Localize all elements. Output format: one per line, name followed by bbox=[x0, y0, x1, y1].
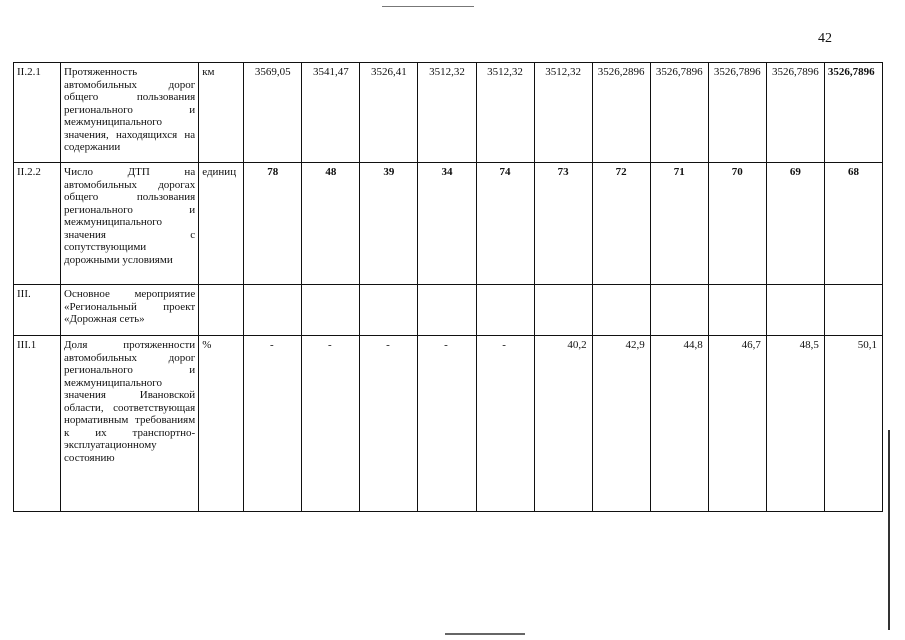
table-cell: - bbox=[302, 336, 360, 512]
table-cell: 48 bbox=[302, 163, 360, 285]
scan-artifact-bottom-line bbox=[445, 633, 525, 635]
table-cell: - bbox=[418, 336, 476, 512]
table-cell: 3569,05 bbox=[244, 63, 302, 163]
row-code: II.2.2 bbox=[14, 163, 61, 285]
table-cell: 40,2 bbox=[534, 336, 592, 512]
table-cell bbox=[592, 285, 650, 336]
table-cell bbox=[360, 285, 418, 336]
row-code: III.1 bbox=[14, 336, 61, 512]
table-cell bbox=[534, 285, 592, 336]
table-row bbox=[14, 336, 883, 512]
table-cell: 68 bbox=[824, 163, 882, 285]
table-cell: 39 bbox=[360, 163, 418, 285]
table-cell: - bbox=[244, 336, 302, 512]
table-cell bbox=[476, 285, 534, 336]
table-cell bbox=[418, 285, 476, 336]
table-cell: 73 bbox=[534, 163, 592, 285]
table-cell: 3526,2896 bbox=[592, 63, 650, 163]
row-name: Доля протяженности автомобильных дорог регионального и межмуниципального значения Ивановской области, соответствующая нормативным требованиям к их транспортно-эксплуатационному состоянию bbox=[61, 336, 199, 512]
row-unit bbox=[199, 285, 244, 336]
table-cell bbox=[244, 285, 302, 336]
table-cell: 46,7 bbox=[708, 336, 766, 512]
row-name: Число ДТП на автомобильных дорогах общего пользования регионального и межмуниципального значения с сопутствующими дорожными условиями bbox=[61, 163, 199, 285]
table-row bbox=[14, 285, 883, 336]
table-cell: 3526,41 bbox=[360, 63, 418, 163]
table-cell bbox=[650, 285, 708, 336]
table-cell: 69 bbox=[766, 163, 824, 285]
table-cell: - bbox=[360, 336, 418, 512]
scan-artifact-top-line bbox=[382, 6, 474, 7]
table-cell: 48,5 bbox=[766, 336, 824, 512]
table-cell: 34 bbox=[418, 163, 476, 285]
table-cell: 50,1 bbox=[824, 336, 882, 512]
table-cell: 3512,32 bbox=[534, 63, 592, 163]
table-row bbox=[14, 163, 883, 285]
table-cell bbox=[766, 285, 824, 336]
table-cell: 3512,32 bbox=[418, 63, 476, 163]
row-name: Протяженность автомобильных дорог общего пользования регионального и межмуниципального значения, находящихся на содержании bbox=[61, 63, 199, 163]
table-cell: 72 bbox=[592, 163, 650, 285]
page-number: 42 bbox=[818, 31, 832, 46]
row-code: III. bbox=[14, 285, 61, 336]
table-cell: 3526,7896 bbox=[650, 63, 708, 163]
row-name: Основное мероприятие «Региональный проект «Дорожная сеть» bbox=[61, 285, 199, 336]
row-unit: единиц bbox=[199, 163, 244, 285]
table-cell: 42,9 bbox=[592, 336, 650, 512]
table-cell: 3526,7896 bbox=[708, 63, 766, 163]
table-cell: 44,8 bbox=[650, 336, 708, 512]
row-code: II.2.1 bbox=[14, 63, 61, 163]
table-cell: - bbox=[476, 336, 534, 512]
row-unit: км bbox=[199, 63, 244, 163]
table-cell bbox=[302, 285, 360, 336]
row-unit: % bbox=[199, 336, 244, 512]
table-cell bbox=[708, 285, 766, 336]
table-cell: 3512,32 bbox=[476, 63, 534, 163]
table-cell: 3526,7896 bbox=[766, 63, 824, 163]
table-cell: 78 bbox=[244, 163, 302, 285]
table-cell: 70 bbox=[708, 163, 766, 285]
table-row bbox=[14, 63, 883, 163]
table-cell: 74 bbox=[476, 163, 534, 285]
table-cell: 3541,47 bbox=[302, 63, 360, 163]
table-cell: 71 bbox=[650, 163, 708, 285]
indicators-table bbox=[13, 62, 883, 512]
table-cell: 3526,7896 bbox=[824, 63, 882, 163]
table-cell bbox=[824, 285, 882, 336]
scan-artifact-right-edge bbox=[888, 430, 890, 630]
